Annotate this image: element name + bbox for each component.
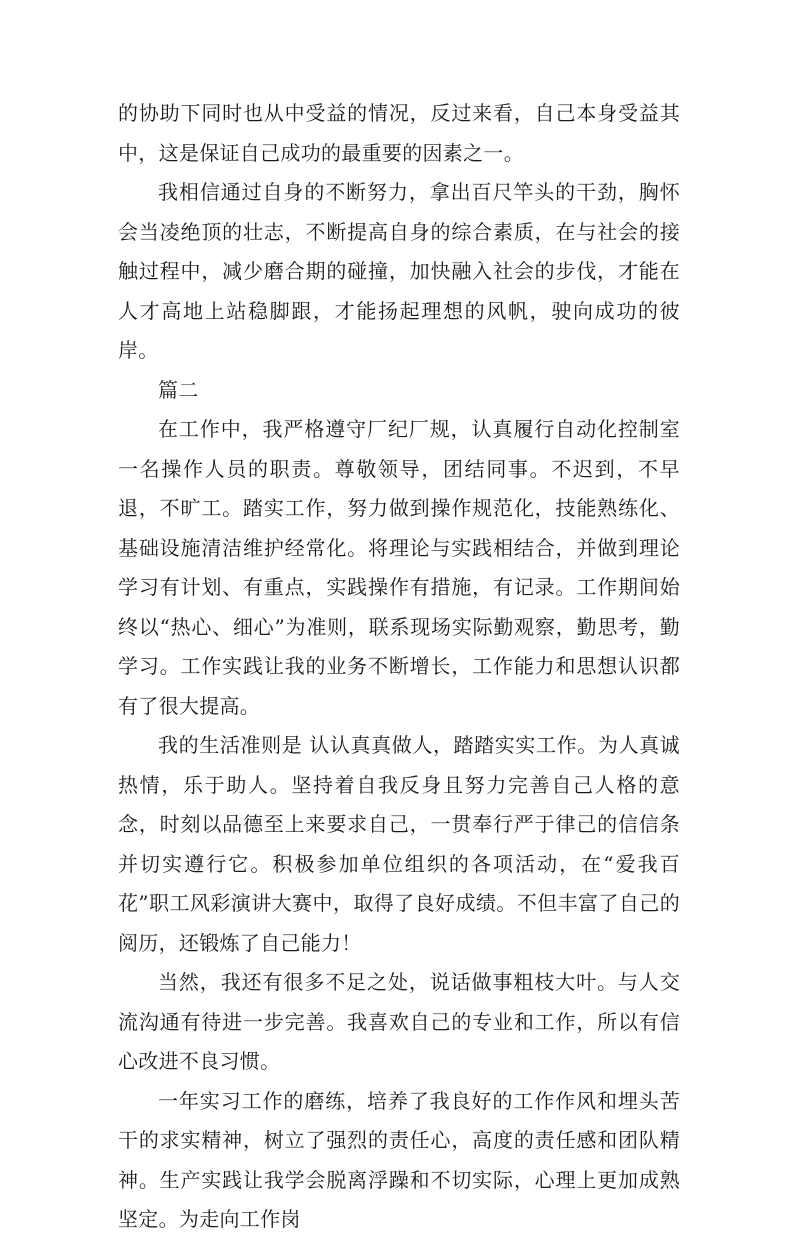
paragraph-shortcomings: 当然，我还有很多不足之处，说话做事粗枝大叶。与人交流沟通有待进一步完善。我喜欢自己的专业和工作，所以有信心改进不良习惯。 <box>118 970 680 1073</box>
paragraph-internship: 一年实习工作的磨练，培养了我良好的工作作风和埋头苦干的求实精神，树立了强烈的责任心，高度的责任感和团队精神。生产实践让我学会脱离浮躁和不切实际，心理上更加成熟坚定。为走向工作岗 <box>118 1088 680 1231</box>
section-heading: 篇二 <box>158 377 199 402</box>
paragraph-life-principles: 我的生活准则是 认认真真做人，踏踏实实工作。为人真诚热情，乐于助人。坚持着自我反身且努力完善自己人格的意念，时刻以品德至上来要求自己，一贯奉行严于律己的信信条并切实遵行它。积极参加单位组织的各项活动，在“爱我百花”职工风彩演讲大赛中，取得了良好成绩。不但丰富了自己的阅历，还锻炼了自己能力！ <box>118 733 680 955</box>
paragraph-work: 在工作中，我严格遵守厂纪厂规，认真履行自动化控制室一名操作人员的职责。尊敬领导，团结同事。不迟到，不早退，不旷工。踏实工作，努力做到操作规范化，技能熟练化、基础设施清洁维护经常化。将理论与实践相结合，并做到理论学习有计划、有重点，实践操作有措施，有记录。工作期间始终以“热心、细心”为准则，联系现场实际勤观察，勤思考，勤学习。工作实践让我的业务不断增长，工作能力和思想认识都有了很大提高。 <box>118 417 680 718</box>
paragraph-continuation: 的协助下同时也从中受益的情况，反过来看，自己本身受益其中，这是保证自己成功的最重要的因素之一。 <box>118 101 680 165</box>
paragraph-belief: 我相信通过自身的不断努力，拿出百尺竿头的干劲，胸怀会当凌绝顶的壮志，不断提高自身的综合素质，在与社会的接触过程中，减少磨合期的碰撞，加快融入社会的步伐，才能在人才高地上站稳脚跟，才能扬起理想的风帆，驶向成功的彼岸。 <box>118 180 680 362</box>
